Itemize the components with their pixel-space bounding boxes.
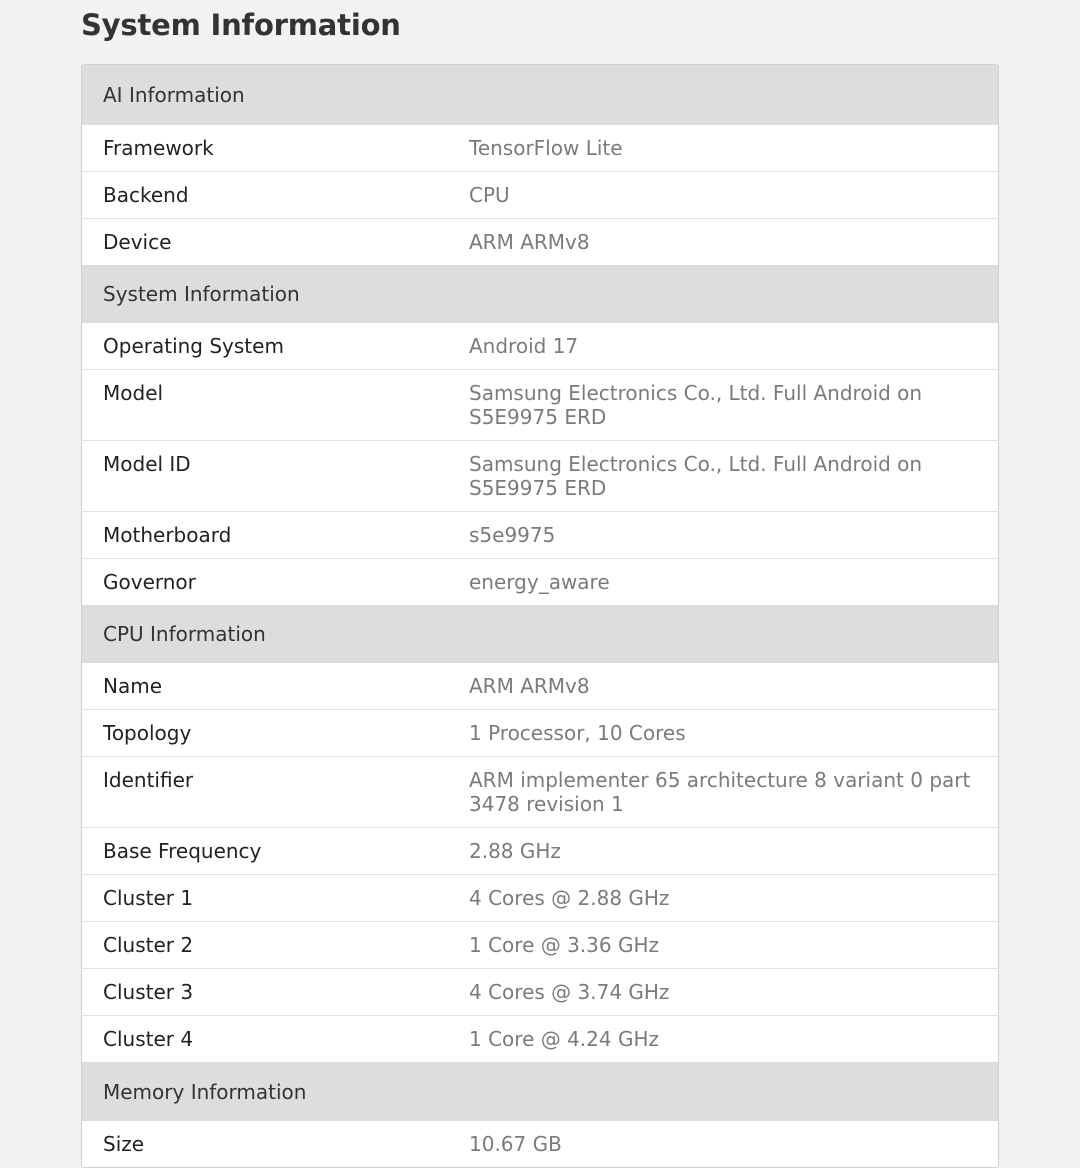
info-row-framework: [82, 125, 998, 171]
info-row-backend: [82, 171, 998, 218]
row-label: Cluster 2: [103, 933, 194, 957]
info-row-name: [82, 663, 998, 709]
info-row-operating-system: [82, 323, 998, 369]
info-row-cluster-4: [82, 1015, 998, 1062]
row-label: Cluster 4: [103, 1027, 194, 1051]
row-value: Android 17: [469, 334, 579, 358]
row-label: Identifier: [103, 768, 194, 792]
section-title: CPU Information: [103, 622, 266, 646]
row-value: TensorFlow Lite: [469, 136, 623, 160]
row-value: ARM ARMv8: [469, 674, 590, 698]
row-label: Operating System: [103, 334, 284, 358]
row-label: Governor: [103, 570, 196, 594]
info-row-cluster-3: [82, 968, 998, 1015]
row-label: Cluster 3: [103, 980, 194, 1004]
info-row-topology: [82, 709, 998, 756]
info-row-model: [82, 369, 998, 440]
row-label: Size: [103, 1132, 145, 1156]
row-value: ARM ARMv8: [469, 230, 590, 254]
section-title: Memory Information: [103, 1079, 307, 1104]
info-row-cluster-2: [82, 921, 998, 968]
row-value: 2.88 GHz: [469, 839, 561, 863]
row-value: ARM implementer 65 architecture 8 variant 0 part 3478 revision 1: [469, 768, 971, 816]
row-label: Backend: [103, 183, 189, 207]
section-title: AI Information: [103, 83, 245, 107]
row-label: Model: [103, 381, 164, 405]
row-value: 1 Processor, 10 Cores: [469, 721, 686, 745]
row-value: s5e9975: [469, 523, 556, 547]
row-value: 10.67 GB: [469, 1132, 562, 1156]
row-label: Name: [103, 674, 163, 698]
row-label: Topology: [103, 721, 192, 745]
row-value: 1 Core @ 4.24 GHz: [469, 1027, 660, 1051]
row-value: CPU: [469, 183, 510, 207]
info-row-governor: [82, 558, 998, 605]
info-row-model-id: [82, 440, 998, 511]
section-header-memory-information: [82, 1062, 998, 1121]
row-label: Device: [103, 230, 172, 254]
info-row-base-frequency: [82, 827, 998, 874]
row-value: 4 Cores @ 2.88 GHz: [469, 886, 670, 910]
section-header-cpu-information: [82, 605, 998, 663]
system-info-card: [81, 64, 999, 1168]
info-row-size: [82, 1121, 998, 1167]
row-value: energy_aware: [469, 570, 610, 594]
row-label: Base Frequency: [103, 839, 262, 863]
row-label: Cluster 1: [103, 886, 194, 910]
row-label: Motherboard: [103, 523, 232, 547]
info-row-motherboard: [82, 511, 998, 558]
row-value: Samsung Electronics Co., Ltd. Full Android on S5E9975 ERD: [469, 452, 923, 500]
row-label: Model ID: [103, 452, 191, 476]
info-row-device: [82, 218, 998, 265]
row-value: 1 Core @ 3.36 GHz: [469, 933, 660, 957]
row-label: Framework: [103, 136, 214, 160]
section-title: System Information: [103, 282, 300, 306]
row-value: 4 Cores @ 3.74 GHz: [469, 980, 670, 1004]
section-header-ai-information: [82, 65, 998, 125]
page-title: System Information: [81, 8, 401, 42]
info-row-cluster-1: [82, 874, 998, 921]
info-row-identifier: [82, 756, 998, 827]
section-header-system-information: [82, 265, 998, 323]
row-value: Samsung Electronics Co., Ltd. Full Android on S5E9975 ERD: [469, 381, 923, 429]
